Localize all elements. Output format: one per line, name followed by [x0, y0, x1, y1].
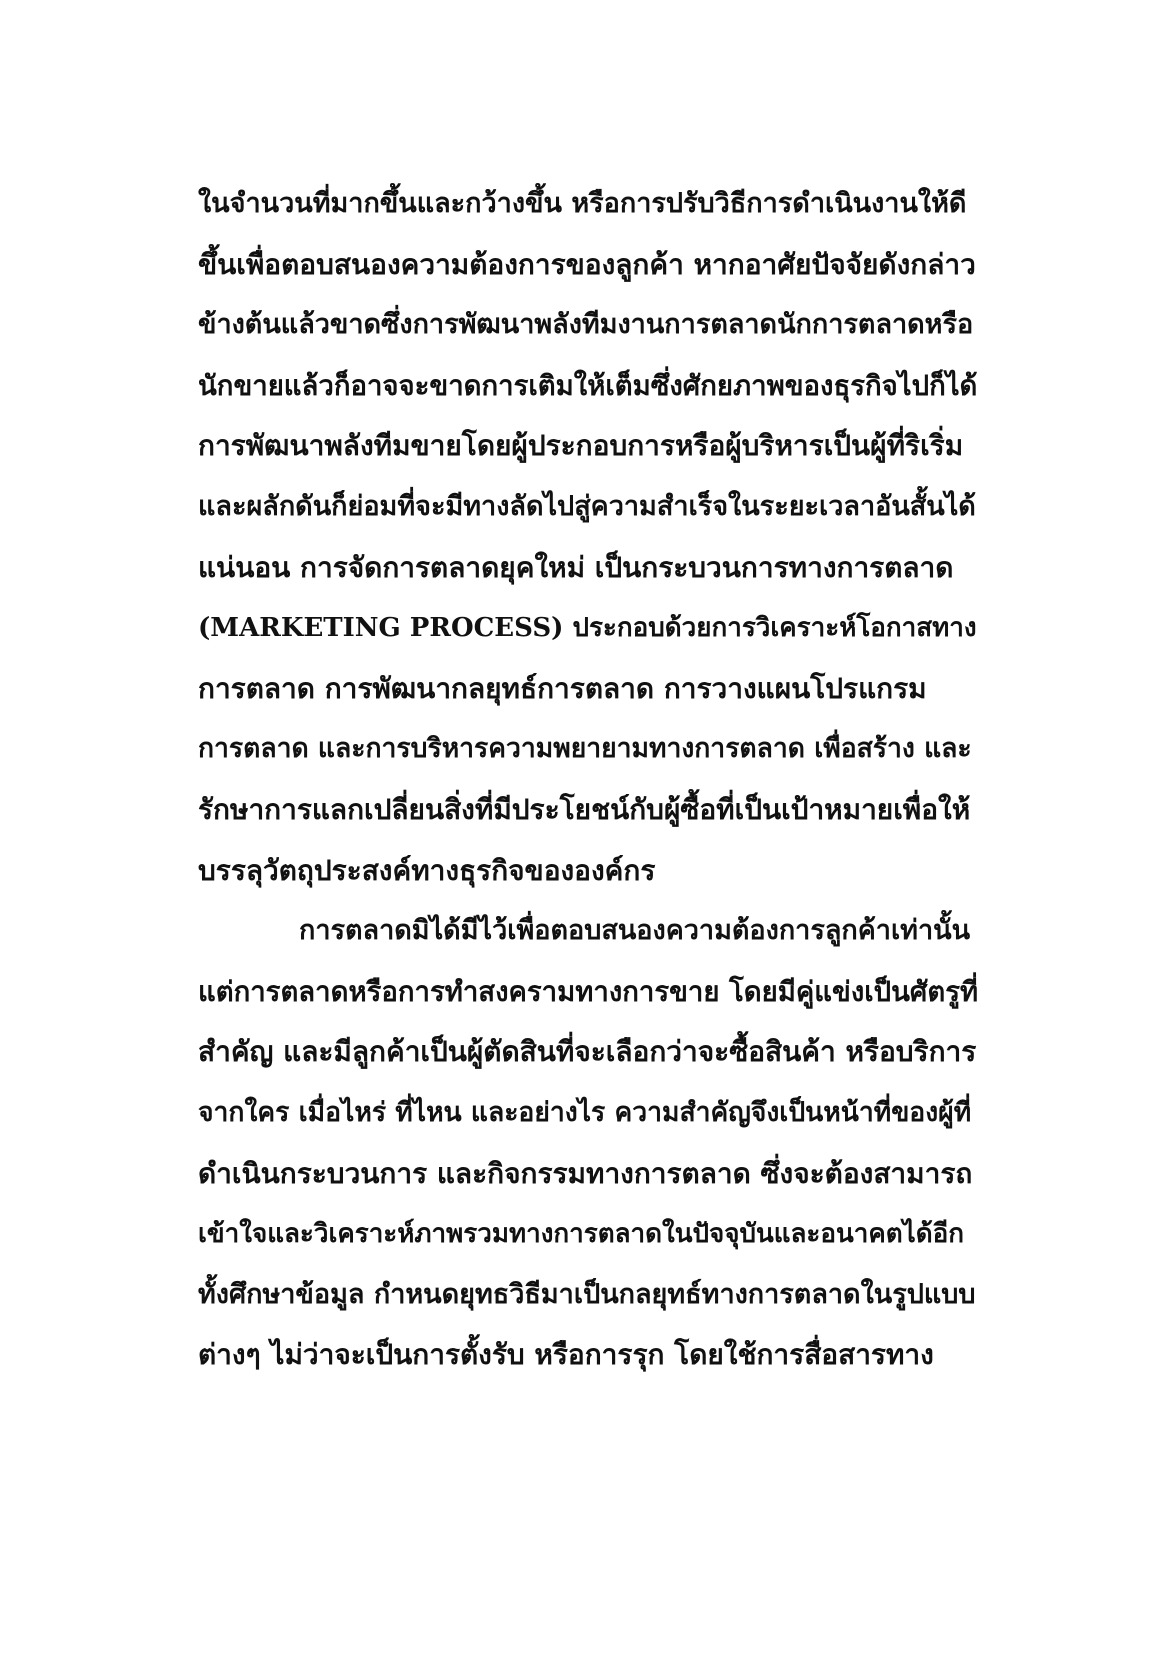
text-line: ต่างๆ ไม่ว่าจะเป็นการตั้งรับ หรือการรุก โดยใช้การสื่อสารทาง — [198, 1338, 934, 1372]
text-line: ข้างต้นแล้วขาดซึ่งการพัฒนาพลังทีมงานการตลาดนักการตลาดหรือ — [198, 309, 974, 341]
text-line: แต่การตลาดหรือการทำสงครามทางการขาย โดยมีคู่แข่งเป็นศัตรูที่ — [198, 975, 979, 1008]
text-line: นักขายแล้วก็อาจจะขาดการเติมให้เต็มซึ่งศักยภาพของธุรกิจไปก็ได้ — [198, 369, 978, 402]
text-line: แน่นอน การจัดการตลาดยุคใหม่ เป็นกระบวนการทางการตลาด — [198, 550, 954, 584]
text-line: เข้าใจและวิเคราะห์ภาพรวมทางการตลาดในปัจจุบันและอนาคตได้อีก — [198, 1219, 964, 1250]
text-line: และผลักดันก็ย่อมที่จะมีทางลัดไปสู่ความสำเร็จในระยะเวลาอันสั้นได้ — [198, 490, 976, 522]
text-line: การตลาด การพัฒนากลยุทธ์การตลาด การวางแผนโปรแกรม — [198, 671, 927, 705]
text-line: ในจำนวนที่มากขึ้นและกว้างขึ้น หรือการปรับวิธีการดำเนินงานให้ดี — [198, 188, 967, 219]
text-line: การตลาด และการบริหารความพยายามทางการตลาด เพื่อสร้าง และ — [198, 733, 972, 765]
text-line: ดำเนินกระบวนการ และกิจกรรมทางการตลาด ซึ่งจะต้องสามารถ — [198, 1156, 973, 1190]
text-line: การพัฒนาพลังทีมขายโดยผู้ประกอบการหรือผู้บริหารเป็นผู้ที่ริเริ่ม — [198, 429, 964, 463]
text-line: สำคัญ และมีลูกค้าเป็นผู้ตัดสินที่จะเลือกว่าจะซื้อสินค้า หรือบริการ — [198, 1035, 977, 1069]
paragraph-first-line: การตลาดมิได้มีไว้เพื่อตอบสนองความต้องการลูกค้าเท่านั้น — [299, 915, 971, 947]
text-line: บรรลุวัตถุประสงค์ทางธุรกิจขององค์กร — [198, 853, 656, 887]
text-line: รักษาการแลกเปลี่ยนสิ่งที่มีประโยชน์กับผู้ซื้อที่เป็นเป้าหมายเพื่อให้ — [198, 792, 971, 826]
text-line: จากใคร เมื่อไหร่ ที่ไหน และอย่างไร ความสำคัญจึงเป็นหน้าที่ของผู้ที่ — [198, 1096, 972, 1128]
text-line: ขึ้นเพื่อตอบสนองความต้องการของลูกค้า หากอาศัยปัจจัยดังกล่าว — [198, 247, 976, 281]
text-line: (MARKETING PROCESS) ประกอบด้วยการวิเคราะห์โอกาสทาง — [198, 613, 977, 644]
body-text — [198, 174, 978, 1386]
text-line: ทั้งศึกษาข้อมูล กำหนดยุทธวิธีมาเป็นกลยุทธ์ทางการตลาดในรูปแบบ — [198, 1278, 976, 1310]
